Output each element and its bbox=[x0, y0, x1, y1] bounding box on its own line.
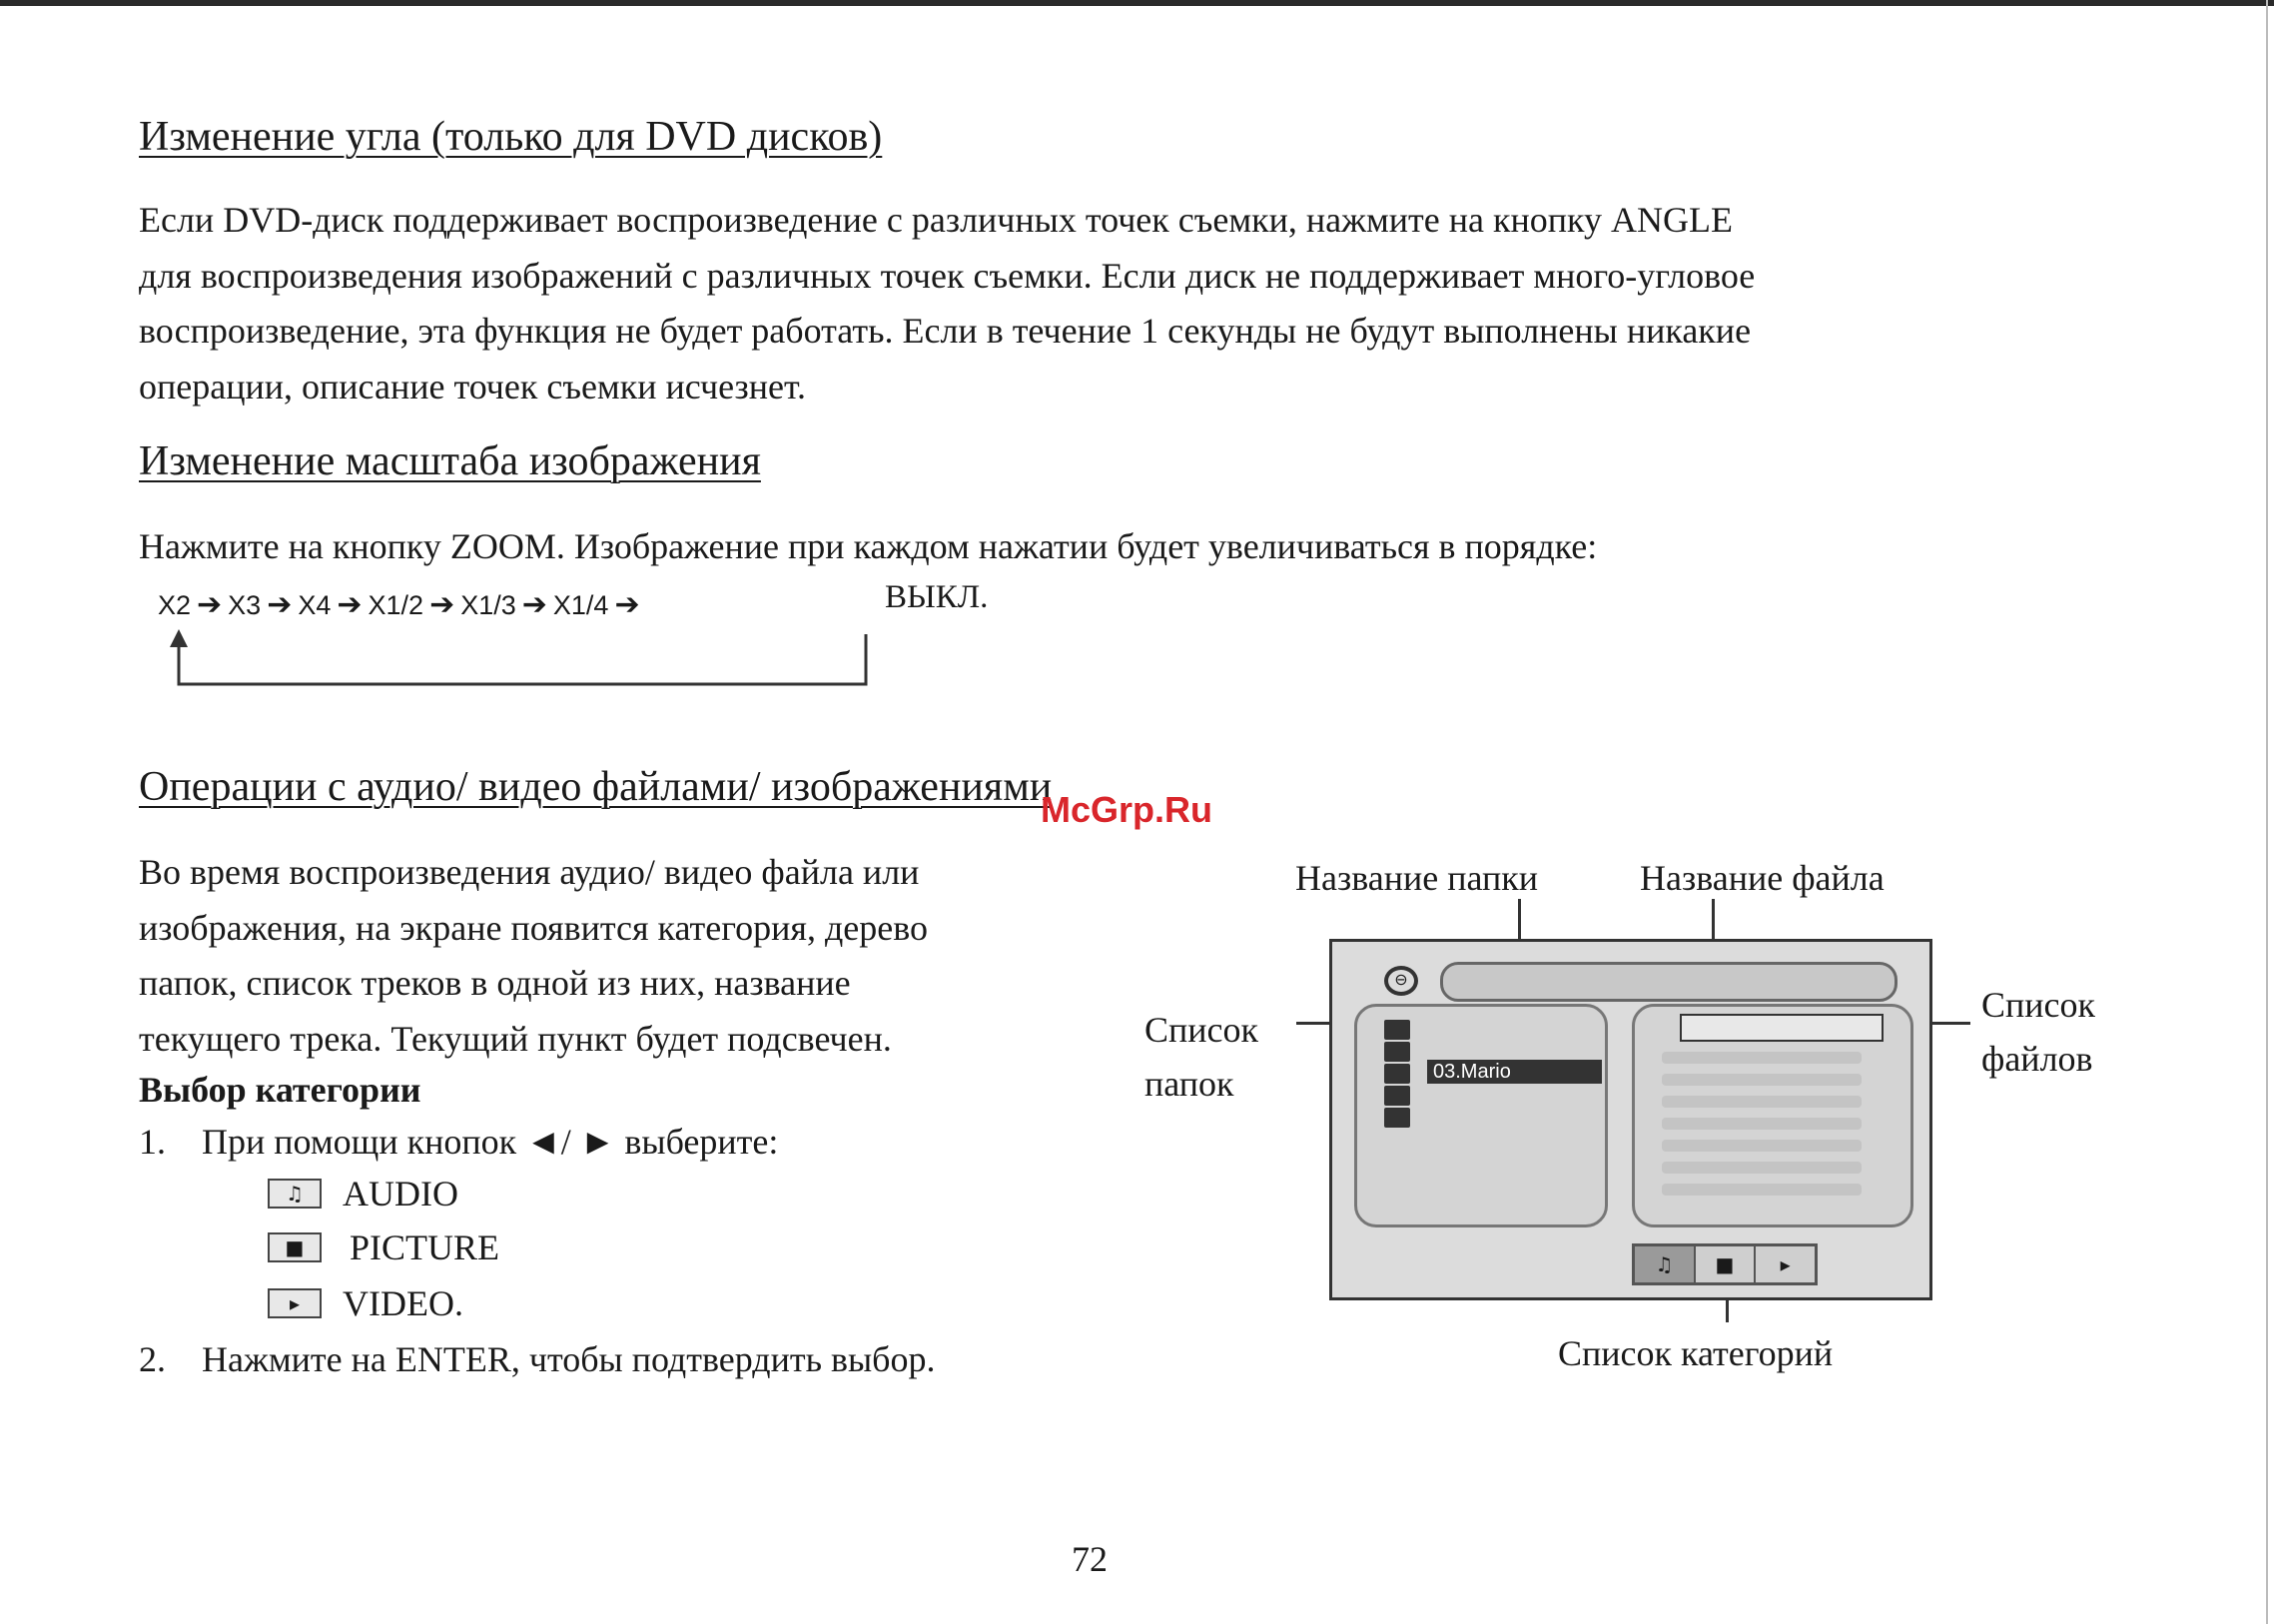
folder-icon bbox=[1384, 1020, 1410, 1040]
heading-angle: Изменение угла (только для DVD дисков) bbox=[139, 114, 883, 160]
folder-icon bbox=[1384, 1042, 1410, 1062]
zoom-paragraph: Нажмите на кнопку ZOOM. Изображение при каждом нажатии будет увеличиваться в порядке: bbox=[139, 526, 1598, 566]
files-line-2: изображения, на экране появится категория, дерево bbox=[139, 907, 928, 948]
category-audio: AUDIO bbox=[343, 1174, 458, 1214]
file-entry bbox=[1662, 1118, 1862, 1130]
zoom-sequence bbox=[158, 587, 646, 622]
zoom-step: X1/2 bbox=[368, 590, 424, 620]
file-entry bbox=[1662, 1074, 1862, 1086]
music-note-icon: ♫ bbox=[268, 1179, 322, 1209]
angle-paragraph bbox=[139, 193, 1755, 414]
label-folder-list-line: Список bbox=[1144, 1010, 1259, 1050]
file-browser-screen bbox=[1329, 939, 1932, 1300]
page-edge bbox=[2266, 0, 2268, 1624]
label-file-list-line: файлов bbox=[1981, 1039, 2093, 1079]
label-category-list: Список категорий bbox=[1558, 1333, 1834, 1373]
file-entry bbox=[1662, 1162, 1862, 1174]
category-video: VIDEO. bbox=[343, 1283, 463, 1323]
label-folder-list-line: папок bbox=[1144, 1064, 1234, 1104]
zoom-step: X4 bbox=[298, 590, 332, 620]
label-folder-name: Название папки bbox=[1295, 858, 1538, 898]
zoom-step: X1/3 bbox=[460, 590, 516, 620]
files-line-4: текущего трека. Текущий пункт будет подсвечен. bbox=[139, 1018, 892, 1059]
zoom-step: X2 bbox=[158, 590, 192, 620]
camera-icon: ■ bbox=[1696, 1246, 1757, 1282]
play-icon: ▸ bbox=[1780, 1252, 1791, 1276]
arrow-right-icon: ➔ bbox=[337, 588, 363, 621]
label-file-list bbox=[1981, 978, 2095, 1086]
camera-icon: ■ bbox=[268, 1232, 322, 1262]
title-bar bbox=[1440, 962, 1897, 1002]
watermark: McGrp.Ru bbox=[1041, 789, 1213, 830]
angle-line-4: операции, описание точек съемки исчезнет. bbox=[139, 366, 807, 406]
angle-line-3: воспроизведение, эта функция не будет работать. Если в течение 1 секунды не будут выполнены никакие bbox=[139, 311, 1752, 351]
files-line-1: Во время воспроизведения аудио/ видео файла или bbox=[139, 852, 920, 892]
file-entry bbox=[1662, 1184, 1862, 1196]
label-file-list-line: Список bbox=[1981, 985, 2096, 1025]
zoom-loop-arrow bbox=[160, 629, 879, 689]
files-line-3: папок, список треков в одной из них, название bbox=[139, 963, 851, 1003]
arrow-right-icon: ➔ bbox=[429, 588, 455, 621]
angle-line-1: Если DVD-диск поддерживает воспроизведение с различных точек съемки, нажмите на кнопку ANGLE bbox=[139, 200, 1733, 240]
arrow-right-icon: ➔ bbox=[521, 588, 547, 621]
angle-line-2: для воспроизведения изображений с различных точек съемки. Если диск не поддерживает много-угловое bbox=[139, 255, 1756, 296]
music-note-icon: ♫ bbox=[1635, 1246, 1696, 1282]
label-folder-list bbox=[1144, 1003, 1258, 1111]
heading-zoom: Изменение масштаба изображения bbox=[139, 438, 761, 484]
zoom-step: X1/4 bbox=[552, 590, 609, 620]
step-2: 2. Нажмите на ENTER, чтобы подтвердить выбор. bbox=[139, 1339, 936, 1379]
disc-icon: ⊖ bbox=[1384, 966, 1418, 996]
arrow-right-icon: ➔ bbox=[614, 588, 640, 621]
category-bar bbox=[1632, 1243, 1818, 1285]
folder-icon bbox=[1384, 1108, 1410, 1128]
arrow-right-icon: ➔ bbox=[267, 588, 293, 621]
selected-file bbox=[1680, 1014, 1884, 1042]
label-file-name: Название файла bbox=[1640, 858, 1885, 898]
zoom-step: X3 bbox=[228, 590, 262, 620]
zoom-off-label: ВЫКЛ. bbox=[885, 579, 989, 615]
folder-icon bbox=[1384, 1086, 1410, 1106]
file-entry bbox=[1662, 1052, 1862, 1064]
heading-files: Операции с аудио/ видео файлами/ изображениями bbox=[139, 764, 1053, 810]
subheading-category: Выбор категории bbox=[139, 1070, 421, 1110]
files-paragraph bbox=[139, 845, 928, 1067]
file-entry bbox=[1662, 1140, 1862, 1152]
play-icon: ▸ bbox=[268, 1288, 322, 1318]
category-picture: PICTURE bbox=[350, 1227, 500, 1267]
top-border bbox=[0, 0, 2274, 6]
folder-icon bbox=[1384, 1064, 1410, 1084]
selected-folder: 03.Mario bbox=[1427, 1060, 1602, 1084]
step-1: 1. При помощи кнопок ◄/ ► выберите: bbox=[139, 1122, 779, 1162]
arrow-right-icon: ➔ bbox=[197, 588, 223, 621]
file-entry bbox=[1662, 1096, 1862, 1108]
page-number: 72 bbox=[1072, 1539, 1108, 1579]
